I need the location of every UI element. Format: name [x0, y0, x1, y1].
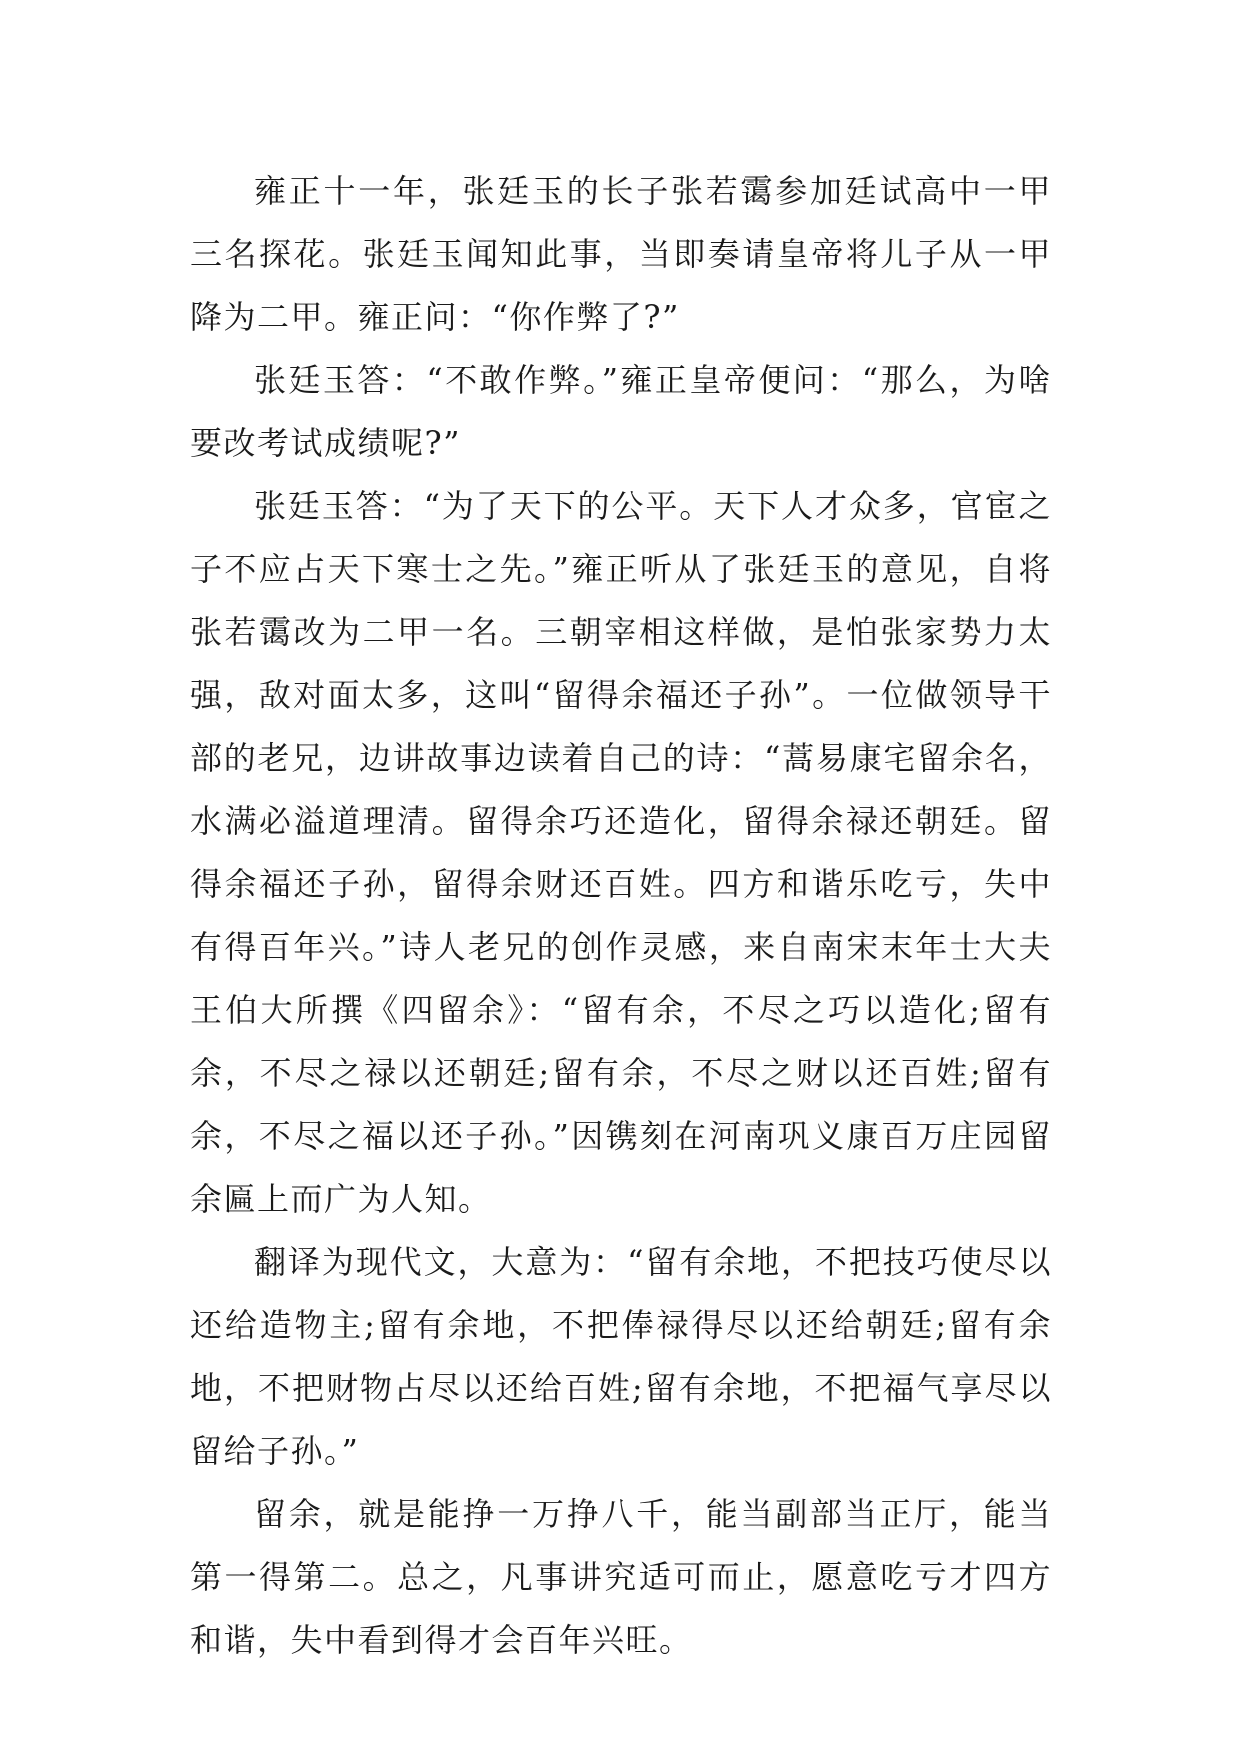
paragraph: 留余，就是能挣一万挣八千，能当副部当正厅，能当第一得第二。总之，凡事讲究适可而止，愿意吃亏才四方和谐，失中看到得才会百年兴旺。 — [190, 1495, 1052, 1659]
paragraph: 雍正十一年，张廷玉的长子张若霭参加廷试高中一甲三名探花。张廷玉闻知此事，当即奏请皇帝将儿子从一甲降为二甲。雍正问：“你作弊了?” — [190, 172, 1052, 336]
paragraph: 张廷玉答：“不敢作弊。”雍正皇帝便问：“那么，为啥要改考试成绩呢?” — [190, 361, 1052, 462]
paragraph: 翻译为现代文，大意为：“留有余地，不把技巧使尽以还给造物主;留有余地，不把俸禄得尽以还给朝廷;留有余地，不把财物占尽以还给百姓;留有余地，不把福气享尽以留给子孙。” — [190, 1243, 1052, 1470]
body-text — [190, 160, 1052, 1672]
paragraph: 张廷玉答：“为了天下的公平。天下人才众多，官宦之子不应占天下寒士之先。”雍正听从了张廷玉的意见，自将张若霭改为二甲一名。三朝宰相这样做，是怕张家势力太强，敌对面太多，这叫“留得余福还子孙”。一位做领导干部的老兄，边讲故事边读着自己的诗：“蒿易康宅留余名，水满必溢道理清。留得余巧还造化，留得余禄还朝廷。留得余福还子孙，留得余财还百姓。四方和谐乐吃亏，失中有得百年兴。”诗人老兄的创作灵感，来自南宋末年士大夫王伯大所撰《四留余》：“留有余，不尽之巧以造化;留有余，不尽之禄以还朝廷;留有余，不尽之财以还百姓;留有余，不尽之福以还子孙。”因镌刻在河南巩义康百万庄园留余匾上而广为人知。 — [190, 487, 1052, 1218]
